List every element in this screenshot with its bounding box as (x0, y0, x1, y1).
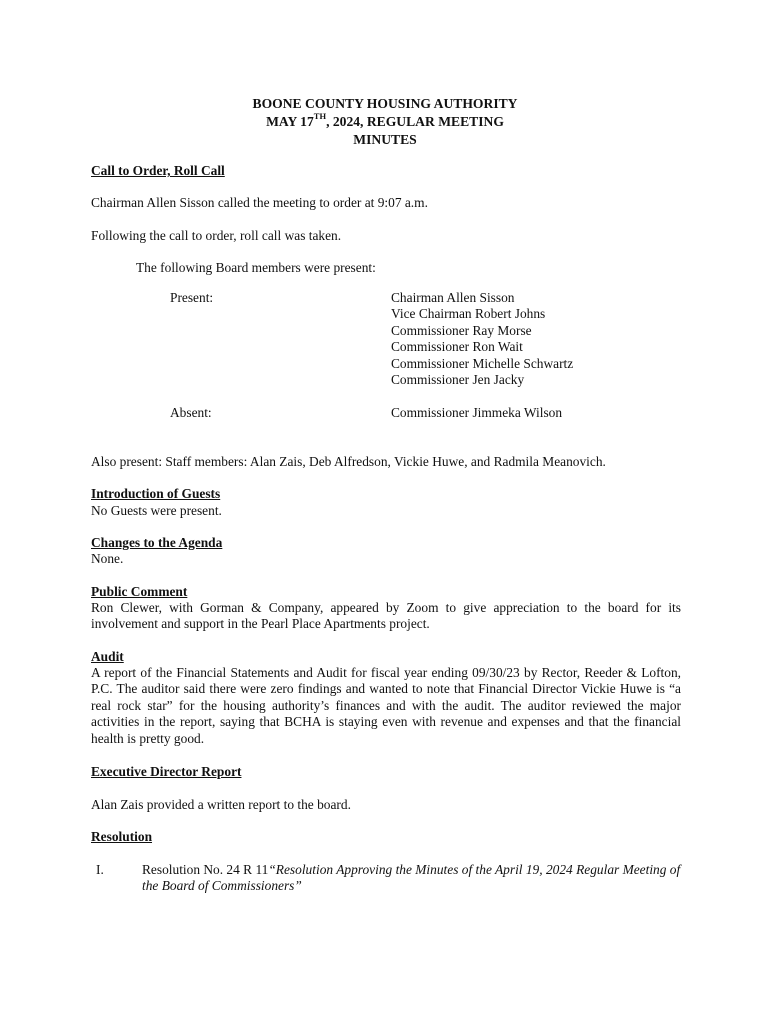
absent-label: Absent: (170, 405, 212, 420)
resolution-title: Resolution (91, 829, 153, 844)
guests-text: No Guests were present. (91, 503, 222, 518)
exec-report-title: Executive Director Report (91, 764, 242, 779)
agenda-text: None. (91, 551, 124, 566)
present-member: Commissioner Michelle Schwartz (391, 355, 574, 371)
public-comment-text: Ron Clewer, with Gorman & Company, appeared by Zoom to give appreciation to the board for its involvement and support in the Pearl Place Apartments project. (91, 600, 681, 632)
board-present-intro: The following Board members were present: (136, 260, 376, 275)
present-member: Vice Chairman Robert Johns (391, 306, 546, 322)
present-member: Chairman Allen Sisson (391, 290, 515, 305)
absent-member: Commissioner Jimmeka Wilson (391, 405, 563, 420)
call-to-order-text: Chairman Allen Sisson called the meeting to order at 9:07 a.m. (91, 195, 428, 210)
resolution-description: “Resolution Approving the Minutes of the April 19, 2024 Regular Meeting of the Board of Commissioners” (142, 862, 681, 894)
present-member: Commissioner Jen Jacky (391, 372, 525, 388)
resolution-numeral: I. (96, 862, 104, 877)
document-header (0, 95, 770, 149)
header-date-suffix: , 2024, REGULAR MEETING (326, 114, 504, 129)
header-meeting-date (0, 113, 770, 131)
resolution-number: Resolution No. 24 R 11 (142, 862, 269, 877)
present-members-list (391, 290, 573, 388)
roll-call-text: Following the call to order, roll call was taken. (91, 228, 342, 243)
header-doc-type: MINUTES (353, 132, 417, 147)
exec-report-text: Alan Zais provided a written report to the board. (91, 797, 351, 812)
agenda-title: Changes to the Agenda (91, 535, 223, 550)
header-org-name: BOONE COUNTY HOUSING AUTHORITY (252, 96, 518, 111)
guests-title: Introduction of Guests (91, 486, 221, 501)
audit-title: Audit (91, 649, 124, 664)
header-date-superscript: TH (313, 111, 327, 122)
public-comment-title: Public Comment (91, 584, 188, 599)
resolution-item (142, 862, 682, 895)
audit-text: A report of the Financial Statements and Audit for fiscal year ending 09/30/23 by Rector, Reeder & Lofton, P.C. The auditor said there were zero findings and wanted to note that Financial Director Vickie Huwe is “a real rock star” for the housing authority’s finances and with the audit. The auditor reviewed the major activities in the report, saying that BCHA is staying even with revenue and expenses and that the financial health is pretty good. (91, 665, 681, 746)
present-member: Commissioner Ron Wait (391, 339, 523, 355)
header-date-prefix: MAY 17 (266, 114, 314, 129)
present-label: Present: (170, 290, 214, 305)
present-member: Commissioner Ray Morse (391, 322, 532, 338)
also-present-text: Also present: Staff members: Alan Zais, Deb Alfredson, Vickie Huwe, and Radmila Meanovich. (91, 454, 606, 469)
call-to-order-title: Call to Order, Roll Call (91, 163, 225, 178)
